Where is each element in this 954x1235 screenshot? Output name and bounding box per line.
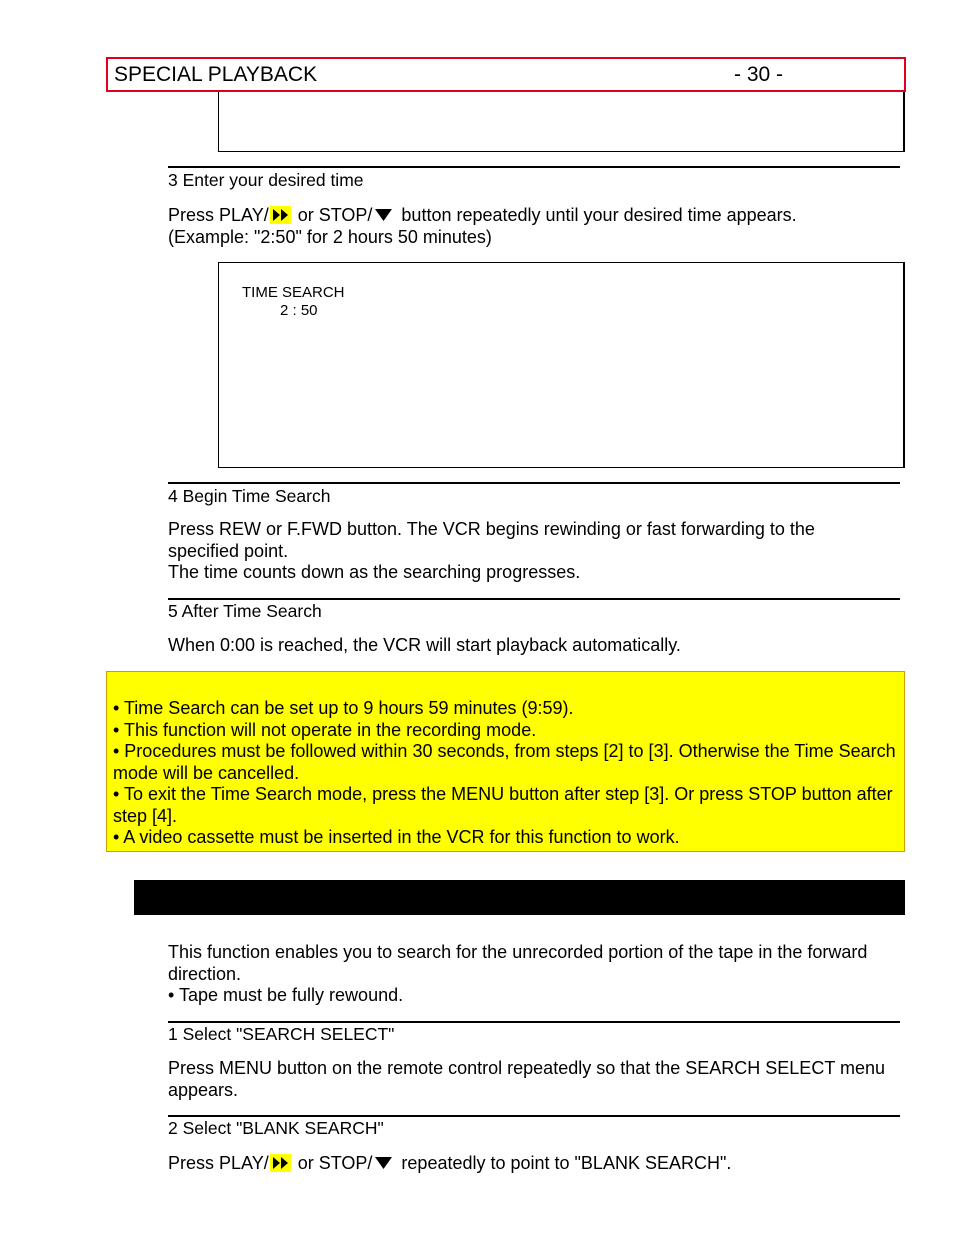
blank-search-intro-text: This function enables you to search for the unrecorded portion of the tape in the forward direction. [168,942,868,984]
step-4-title: 4 Begin Time Search [168,486,331,506]
section-header [106,57,906,92]
fast-forward-play-icon [270,1154,291,1172]
divider [168,1115,900,1117]
blank-search-intro-note: • Tape must be fully rewound. [168,985,404,1005]
osd-time-value: 2 : 50 [280,302,318,319]
blank-step-2-title: 2 Select "BLANK SEARCH" [168,1118,384,1138]
osd-screen-illustration [218,262,905,468]
divider [168,482,900,484]
osd-time-search-label: TIME SEARCH [242,284,345,301]
step-4-text-2: The time counts down as the searching progresses. [168,562,581,582]
blank-step-2-text-b: or STOP/ [292,1153,373,1173]
divider [168,598,900,600]
page-number: - 30 - [734,63,784,86]
section-title: SPECIAL PLAYBACK [114,63,318,86]
step-3-text-b: or STOP/ [292,205,373,225]
down-triangle-stop-icon [373,1154,394,1172]
step-3-text-c: button repeatedly until your desired time appears. [396,205,797,225]
note-item: • To exit the Time Search mode, press the MENU button after step [3]. Or press STOP button after step [4]. [113,784,893,826]
note-item: • This function will not operate in the recording mode. [113,719,537,740]
step-5-title: 5 After Time Search [168,601,322,621]
screen-illustration-top [218,92,905,152]
notes-box [106,671,905,852]
blank-step-1-text: Press MENU button on the remote control repeatedly so that the SEARCH SELECT menu appears. [168,1058,886,1100]
note-item: • Time Search can be set up to 9 hours 59 minutes (9:59). [113,698,574,718]
blank-step-1-title: 1 Select "SEARCH SELECT" [168,1024,395,1044]
step-4-text: Press REW or F.FWD button. The VCR begins rewinding or fast forwarding to the specified point. [168,519,815,561]
section-heading-bar [134,880,905,915]
blank-step-2-instruction [168,1153,900,1175]
step-4-instruction [168,519,868,584]
blank-step-2-text-a: Press PLAY/ [168,1153,269,1173]
blank-step-2-text-c: repeatedly to point to "BLANK SEARCH". [396,1153,732,1173]
step-3-example: (Example: "2:50" for 2 hours 50 minutes) [168,226,492,247]
notes-list [113,698,899,849]
step-3-instruction [168,205,900,248]
step-3-title: 3 Enter your desired time [168,170,364,190]
step-3-text-a: Press PLAY/ [168,205,269,225]
note-item: • Procedures must be followed within 30 seconds, from steps [2] to [3]. Otherwise the Time Search mode will be cancelled. [113,741,896,783]
fast-forward-play-icon [270,206,291,224]
note-item: • A video cassette must be inserted in the VCR for this function to work. [113,827,680,847]
divider [168,166,900,168]
step-5-text: When 0:00 is reached, the VCR will start playback automatically. [168,635,681,655]
divider [168,1021,900,1023]
blank-search-intro [168,942,904,1007]
down-triangle-stop-icon [373,206,394,224]
